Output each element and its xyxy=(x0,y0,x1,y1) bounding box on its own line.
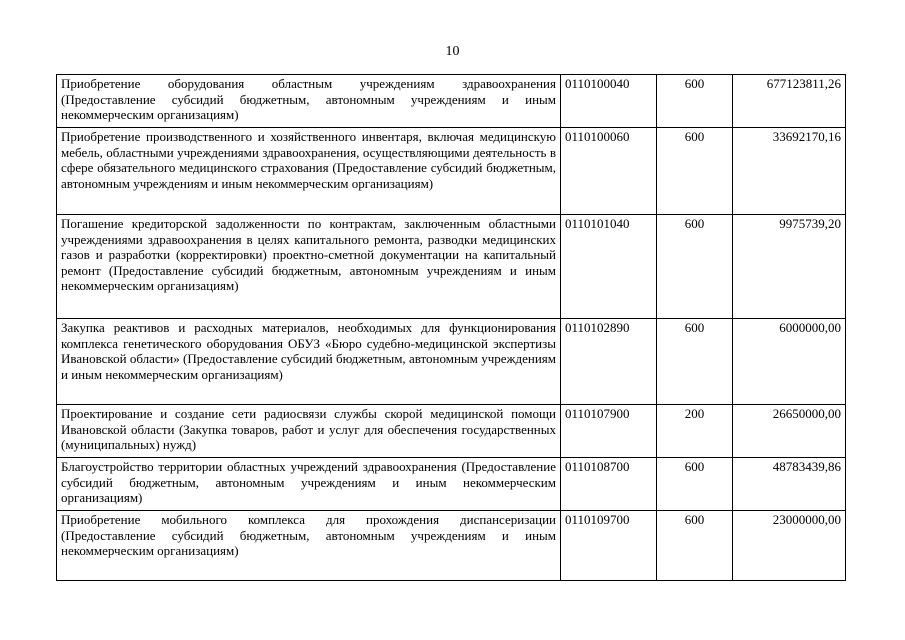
table-row xyxy=(57,128,846,215)
row-code: 0110101040 xyxy=(561,215,657,319)
row-code: 0110107900 xyxy=(561,405,657,458)
row-description: Приобретение мобильного комплекса для прохождения диспансеризации (Предоставление субсидий бюджетным, автономным учреждениям и иным некоммерческим организациям) xyxy=(57,511,561,581)
row-amount: 48783439,86 xyxy=(733,458,846,511)
row-amount: 33692170,16 xyxy=(733,128,846,215)
row-code: 0110109700 xyxy=(561,511,657,581)
row-expense-type: 600 xyxy=(657,215,733,319)
row-description: Погашение кредиторской задолженности по контрактам, заключенным областными учреждениями здравоохранения в целях капитального ремонта, разводки медицинских газов и разработки (корректировки) проектно-сметной документации на капитальный ремонт (Предоставление субсидий бюджетным, автономным учреждениям и иным некоммерческим организациям) xyxy=(57,215,561,319)
row-description: Приобретение производственного и хозяйственного инвентаря, включая медицинскую мебель, областными учреждениями здравоохранения, осуществляющими деятельность в сфере обязательного медицинского страхования (Предоставление субсидий бюджетным, автономным учреждениям и иным некоммерческим организациям) xyxy=(57,128,561,215)
row-expense-type: 600 xyxy=(657,511,733,581)
table-row xyxy=(57,511,846,581)
row-description: Благоустройство территории областных учреждений здравоохранения (Предоставление субсидий бюджетным, автономным учреждениям и иным некоммерческим организациям) xyxy=(57,458,561,511)
row-amount: 9975739,20 xyxy=(733,215,846,319)
table-row xyxy=(57,215,846,319)
row-expense-type: 600 xyxy=(657,319,733,405)
row-description: Приобретение оборудования областным учреждениям здравоохранения (Предоставление субсидий бюджетным, автономным учреждениям и иным некоммерческим организациям) xyxy=(57,75,561,128)
row-description: Проектирование и создание сети радиосвязи службы скорой медицинской помощи Ивановской области (Закупка товаров, работ и услуг для обеспечения государственных (муниципальных) нужд) xyxy=(57,405,561,458)
row-amount: 677123811,26 xyxy=(733,75,846,128)
table-row xyxy=(57,405,846,458)
row-code: 0110100060 xyxy=(561,128,657,215)
row-code: 0110102890 xyxy=(561,319,657,405)
row-code: 0110100040 xyxy=(561,75,657,128)
row-expense-type: 200 xyxy=(657,405,733,458)
row-expense-type: 600 xyxy=(657,75,733,128)
row-description: Закупка реактивов и расходных материалов, необходимых для функционирования комплекса генетического оборудования ОБУЗ «Бюро судебно-медицинской экспертизы Ивановской области» (Предоставление субсидий бюджетным, автономным учреждениям и иным некоммерческим организациям) xyxy=(57,319,561,405)
table-row xyxy=(57,75,846,128)
row-expense-type: 600 xyxy=(657,458,733,511)
table-row xyxy=(57,319,846,405)
table-row xyxy=(57,458,846,511)
page-number: 10 xyxy=(445,44,460,59)
row-code: 0110108700 xyxy=(561,458,657,511)
row-expense-type: 600 xyxy=(657,128,733,215)
budget-table xyxy=(56,74,846,581)
row-amount: 26650000,00 xyxy=(733,405,846,458)
row-amount: 23000000,00 xyxy=(733,511,846,581)
row-amount: 6000000,00 xyxy=(733,319,846,405)
